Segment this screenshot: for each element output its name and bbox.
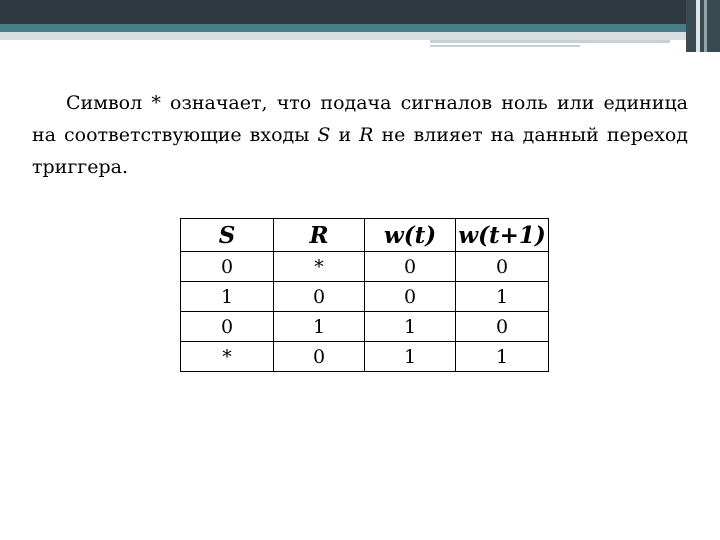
header-r: R — [274, 219, 365, 252]
truth-table — [180, 218, 549, 372]
table-cell: 0 — [365, 252, 456, 282]
slide-light-strip — [0, 32, 720, 40]
truth-table-header-row — [181, 219, 549, 252]
variable-s: S — [317, 124, 331, 146]
table-cell: 0 — [456, 312, 549, 342]
table-cell: 1 — [365, 342, 456, 372]
table-cell: 1 — [365, 312, 456, 342]
table-cell: 0 — [274, 282, 365, 312]
header-w-t: w(t) — [365, 219, 456, 252]
table-cell: 0 — [456, 252, 549, 282]
table-cell: 1 — [181, 282, 274, 312]
header-s: S — [181, 219, 274, 252]
table-row — [181, 252, 549, 282]
right-deco-stripe-2 — [704, 0, 707, 52]
table-cell: 1 — [456, 282, 549, 312]
table-row — [181, 312, 549, 342]
table-cell: 0 — [365, 282, 456, 312]
header-w-t-plus-1: w(t+1) — [456, 219, 549, 252]
paragraph-text-2: и — [330, 124, 360, 146]
table-cell: 0 — [181, 312, 274, 342]
table-cell: 0 — [181, 252, 274, 282]
slide-right-decoration — [686, 0, 720, 52]
table-row — [181, 342, 549, 372]
description-paragraph — [32, 87, 688, 183]
table-cell: * — [274, 252, 365, 282]
slide-deco-line-short — [430, 45, 580, 47]
table-cell: 1 — [456, 342, 549, 372]
table-cell: 1 — [274, 312, 365, 342]
slide-teal-strip — [0, 24, 720, 32]
table-cell: * — [181, 342, 274, 372]
slide-top-bar — [0, 0, 720, 24]
table-row — [181, 282, 549, 312]
table-cell: 0 — [274, 342, 365, 372]
paragraph-text-1: Символ * означает, что подача сигналов ноль или единица на соответствующие входы — [32, 92, 688, 146]
slide-deco-line — [430, 40, 670, 43]
paragraph-text-3: не влияет на данный переход триггера. — [32, 124, 689, 178]
variable-r: R — [359, 124, 374, 146]
right-deco-stripe — [696, 0, 700, 52]
